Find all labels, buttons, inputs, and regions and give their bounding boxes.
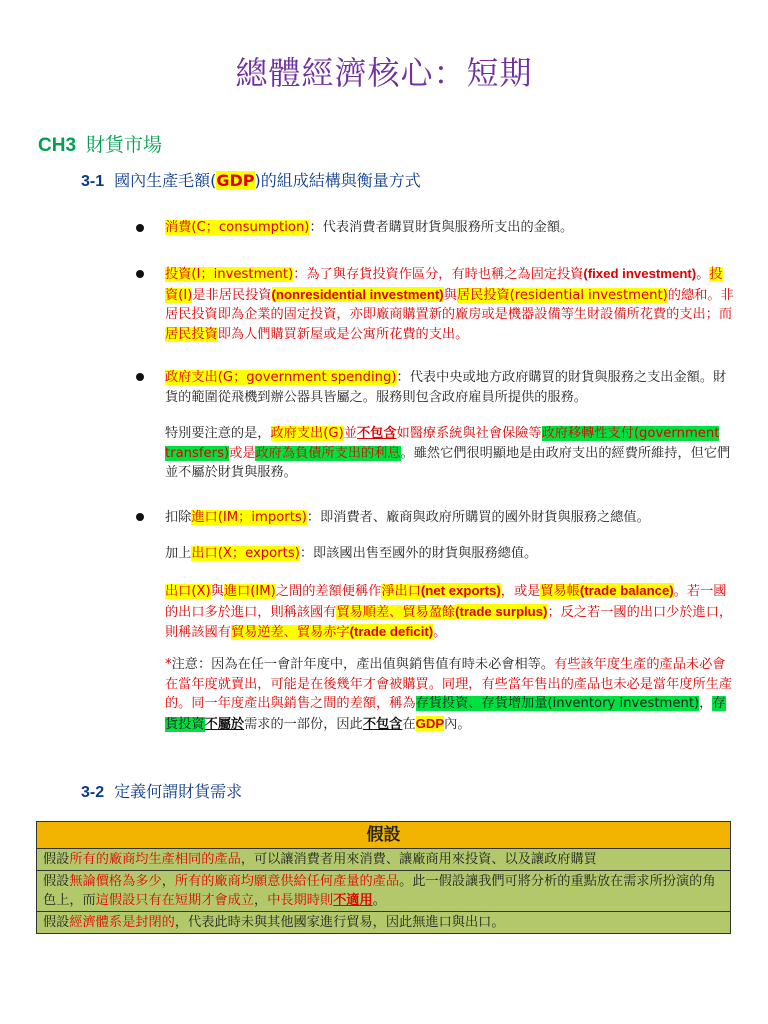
section-3-1-heading: [81, 168, 421, 191]
government-label: 政府支出(G；government spending): [165, 370, 397, 385]
table-row: [37, 849, 730, 871]
government-note-2: 政府支出(G): [270, 426, 344, 441]
consumption-paragraph: [165, 218, 735, 238]
ne-1: 出口(X): [165, 584, 211, 599]
net-exports-paragraph: [165, 581, 735, 643]
investment-text-4: 投資(I): [165, 267, 723, 303]
row2-e: 。此一假設讓我們可將分析的重點放在需求所扮演的角色上，而: [43, 874, 716, 908]
ne-4: 之間的差額便稱作: [275, 584, 382, 599]
investment-paragraph: [165, 264, 735, 344]
government-note-1: 特別要注意的是，: [165, 426, 271, 441]
investment-text-9: 的總和。非居民投資: [165, 287, 734, 322]
section-title: 定義何謂財貨需求: [114, 782, 243, 801]
ne-13: ；反之若一國的出口少於進口，則稱該國有: [165, 604, 733, 640]
investment-text-10: 即為企業的固定投資，亦即廠商購置新的廠房或是機器設備等生財設備所花費的支出；而: [217, 307, 733, 322]
row2-b: 無論價格為多少: [69, 874, 162, 889]
note-9: 不包含: [362, 716, 403, 732]
imports-label: 進口(IM；imports): [191, 510, 307, 525]
bullet-icon: [136, 373, 144, 381]
imports-pre: 扣除: [165, 510, 192, 525]
government-note-9: 。雖然它們很明顯地是由政府支出的經費所維持，但它們並不屬於財貨與服務。: [165, 445, 731, 480]
imports-text: ：即消費者、廠商與政府所購買的國外財貨與服務之總值。: [306, 510, 650, 525]
section-3-2-heading: [81, 779, 242, 802]
row2-f: 這假設只有在短期才會成立: [95, 893, 254, 908]
section-number: 3-2: [81, 784, 105, 801]
row3-b: 經濟體系是封閉的: [69, 915, 175, 930]
note-5: ，: [699, 696, 713, 711]
row2-d: 所有的廠商均願意供給任何產量的產品: [174, 874, 400, 889]
bullet-icon: [136, 513, 144, 521]
ne-12: (trade surplus): [455, 603, 548, 619]
page-title: 總體經濟核心：短期: [235, 54, 533, 92]
government-note-6: 政府移轉性支付(government transfers): [165, 426, 720, 461]
investment-text-12: 即為人們購買新屋或是公寓所花費的支出。: [217, 326, 469, 342]
row2-g: ，: [254, 893, 268, 908]
section-title-post: )的組成結構與衡量方式: [254, 171, 421, 190]
exports-pre: 加上: [165, 546, 192, 561]
assumption-table: [36, 821, 731, 934]
investment-text-6: (nonresidential investment): [271, 286, 444, 302]
ne-10: 。若一國的出口多於進口，則稱該國有: [165, 584, 727, 620]
investment-text-7: 與: [443, 287, 457, 303]
ne-16: 。: [433, 625, 447, 640]
investment-text-8: 居民投資(residential investment): [456, 287, 668, 303]
investment-text-2: (fixed investment): [583, 266, 697, 281]
row1-c: ，可以讓消費者用來消費、讓廠商用來投資、以及讓政府購買: [240, 852, 597, 867]
investment-text-1: ：為了與存貨投資作區分，有時也稱之為固定投資: [293, 267, 584, 282]
note-3: 有些該年度生產的產品未必會在當年度就賣出，可能是在後幾年才會被購買。同理，有些當年售出的產品也未必是當年度所生產的。同一年度產出與銷售之間的差額，稱為: [165, 657, 733, 711]
row2-a: 假設: [43, 874, 70, 889]
ne-2: 與: [210, 584, 224, 599]
note-10: 在: [402, 716, 416, 732]
ne-9: (trade balance): [579, 583, 674, 598]
government-note-7: 或是: [229, 445, 256, 461]
ne-8: 貿易帳: [540, 584, 580, 599]
table-row: [37, 912, 730, 933]
imports-paragraph: [165, 508, 735, 528]
investment-text-11: 居民投資: [165, 326, 218, 342]
government-text: ：代表中央或地方政府購買的財貨與服務之支出金額。財貨的範圍從飛機到辦公器具皆屬之。服務則包含政府雇員所提供的服務。: [165, 370, 727, 405]
table-row: [37, 871, 730, 912]
ne-3: 進口(IM): [223, 584, 276, 599]
exports-paragraph: [165, 544, 735, 564]
bullet-icon: [136, 270, 144, 278]
note-11: GDP: [415, 715, 445, 731]
ne-11: 貿易順差、貿易盈餘: [336, 604, 456, 620]
government-note-4: 不包含: [356, 426, 397, 441]
investment-text-3: 。: [696, 267, 710, 282]
section-title-gdp: GDP: [216, 171, 255, 190]
exports-text: ：即該國出售至國外的財貨與服務總值。: [299, 546, 538, 561]
ne-7: ，或是: [500, 584, 541, 599]
note-1: *: [165, 657, 172, 672]
note-2: 注意：因為在任一會計年度中，產出值與銷售值有時未必會相等。: [171, 657, 555, 672]
row3-a: 假設: [43, 915, 70, 930]
note-4: 存貨投資、存貨增加量(inventory investment): [415, 696, 700, 711]
government-note-5: 如醫療系統與社會保險等: [396, 426, 542, 441]
investment-text-5: 是非居民投資: [192, 287, 272, 303]
row2-j: 。: [372, 893, 386, 908]
consumption-label: 消費(C；consumption): [165, 220, 310, 235]
government-note-paragraph: [165, 424, 735, 483]
investment-label: 投資(I；investment): [165, 267, 294, 282]
chapter-title: 財貨市場: [86, 134, 163, 156]
government-paragraph: [165, 368, 735, 407]
table-header: 假設: [37, 822, 730, 849]
note-12: 內。: [444, 716, 471, 732]
government-note-8: 政府為負債所支出的利息: [255, 445, 401, 461]
bullet-icon: [136, 224, 144, 232]
chapter-heading: [38, 130, 162, 157]
government-note-3: 並: [343, 426, 357, 441]
row2-h: 中長期時則: [267, 893, 334, 908]
row3-c: ，代表此時未與其他國家進行貿易，因此無進口與出口。: [174, 915, 505, 930]
note-8: 需求的一部份，因此: [244, 716, 363, 732]
row2-c: ，: [161, 874, 175, 889]
consumption-text: ：代表消費者購買財貨與服務所支出的金額。: [309, 220, 574, 235]
exports-label: 出口(X；exports): [191, 546, 300, 561]
section-title-pre: 國內生產毛額(: [114, 171, 217, 190]
inventory-note-paragraph: [165, 655, 735, 734]
row2-i: 不適用: [333, 893, 373, 908]
note-6: 存貨投資: [165, 696, 726, 732]
ne-15: (trade deficit): [349, 624, 434, 639]
ne-6: (net exports): [420, 583, 501, 598]
ne-5: 淨出口: [381, 584, 421, 599]
note-7: 不屬於: [204, 716, 245, 732]
section-number: 3-1: [81, 173, 105, 190]
row1-a: 假設: [43, 852, 70, 867]
ne-14: 貿易逆差、貿易赤字: [230, 625, 350, 640]
chapter-number: CH3: [38, 135, 77, 156]
row1-b: 所有的廠商均生產相同的產品: [69, 852, 241, 867]
